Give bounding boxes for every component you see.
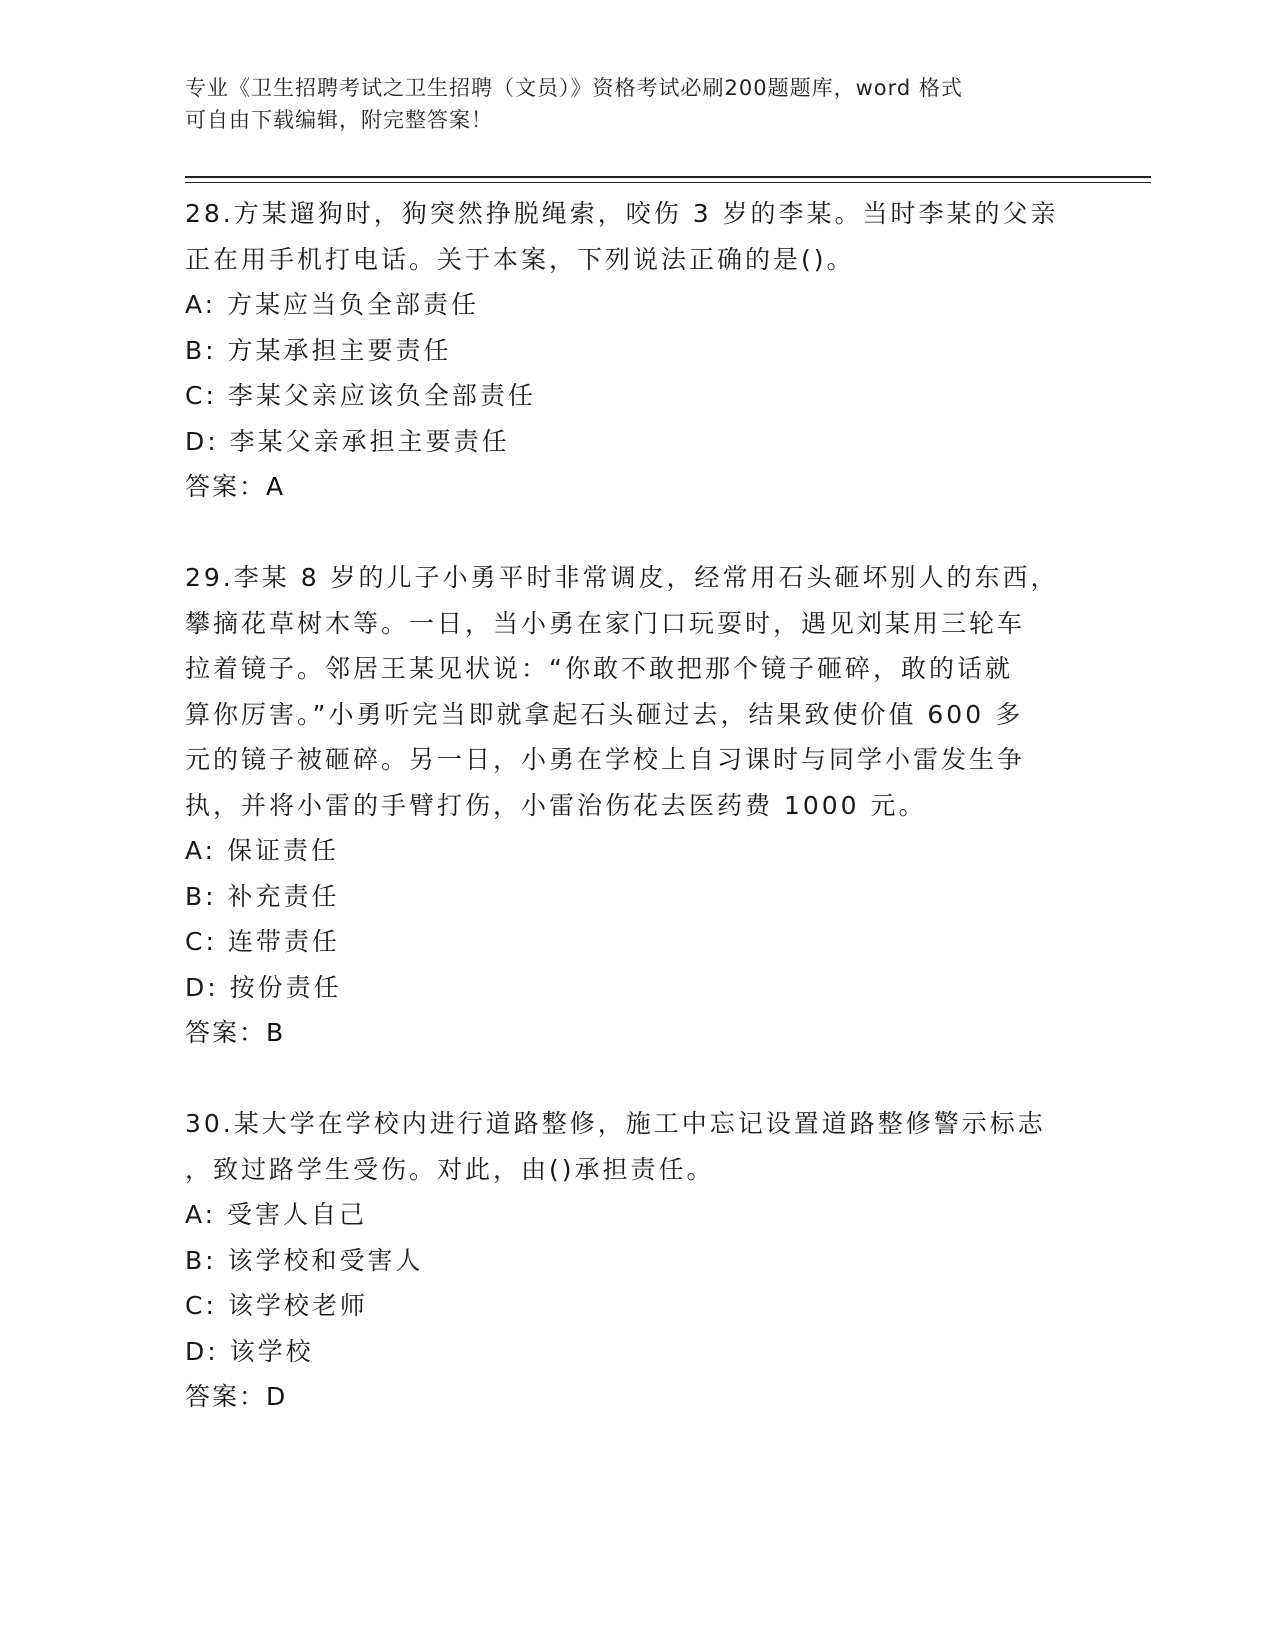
question-text-line: 攀摘花草树木等。一日，当小勇在家门口玩耍时，遇见刘某用三轮车 [185,608,1026,638]
question-30 [185,1101,1075,1420]
option-c: C: 连带责任 [185,927,340,956]
question-text-line: 拉着镜子。邻居王某见状说：“你敢不敢把那个镜子砸碎，敢的话就 [185,654,1013,683]
question-text-line: 30.某大学在学校内进行道路整修，施工中忘记设置道路整修警示标志 [185,1109,1046,1138]
option-c: C: 李某父亲应该负全部责任 [185,381,536,410]
document-header [185,72,1065,136]
option-a: A: 保证责任 [185,836,340,865]
question-text-line: 元的镜子被砸碎。另一日，小勇在学校上自习课时与同学小雷发生争 [185,745,1026,774]
header-rule-thin [185,182,1151,183]
question-text-line: ，致过路学生受伤。对此，由()承担责任。 [185,1154,715,1184]
question-spacer [185,1056,1075,1102]
option-d: D: 该学校 [185,1336,314,1366]
option-d: D: 按份责任 [185,972,342,1002]
question-text-line: 正在用手机打电话。关于本案，下列说法正确的是()。 [185,244,855,274]
option-a: A: 方某应当负全部责任 [185,290,480,319]
option-b: B: 方某承担主要责任 [185,335,452,365]
question-text-line: 执，并将小雷的手臂打伤，小雷治伤花去医药费 1000 元。 [185,790,927,820]
answer-label: 答案：D [185,1382,288,1411]
option-b: B: 该学校和受害人 [185,1245,424,1275]
header-rule-thick [185,176,1151,178]
question-29 [185,555,1075,1056]
header-line-1: 专业《卫生招聘考试之卫生招聘（文员）》资格考试必刷200题题库，word 格式 [185,76,963,100]
option-b: B: 补充责任 [185,881,340,911]
option-d: D: 李某父亲承担主要责任 [185,426,510,456]
question-spacer [185,510,1075,556]
question-text-line: 29.李某 8 岁的儿子小勇平时非常调皮，经常用石头砸坏别人的东西， [185,563,1059,592]
header-line-2: 可自由下载编辑，附完整答案！ [185,108,493,132]
question-text-line: 算你厉害。”小勇听完当即就拿起石头砸过去，结果致使价值 600 多 [185,699,1024,729]
answer-label: 答案：B [185,1018,286,1047]
question-28 [185,191,1075,510]
answer-label: 答案：A [185,472,286,501]
option-a: A: 受害人自己 [185,1200,368,1229]
question-text-line: 28.方某遛狗时，狗突然挣脱绳索，咬伤 3 岁的李某。当时李某的父亲 [185,199,1059,228]
question-list [185,191,1075,1420]
option-c: C: 该学校老师 [185,1291,368,1320]
